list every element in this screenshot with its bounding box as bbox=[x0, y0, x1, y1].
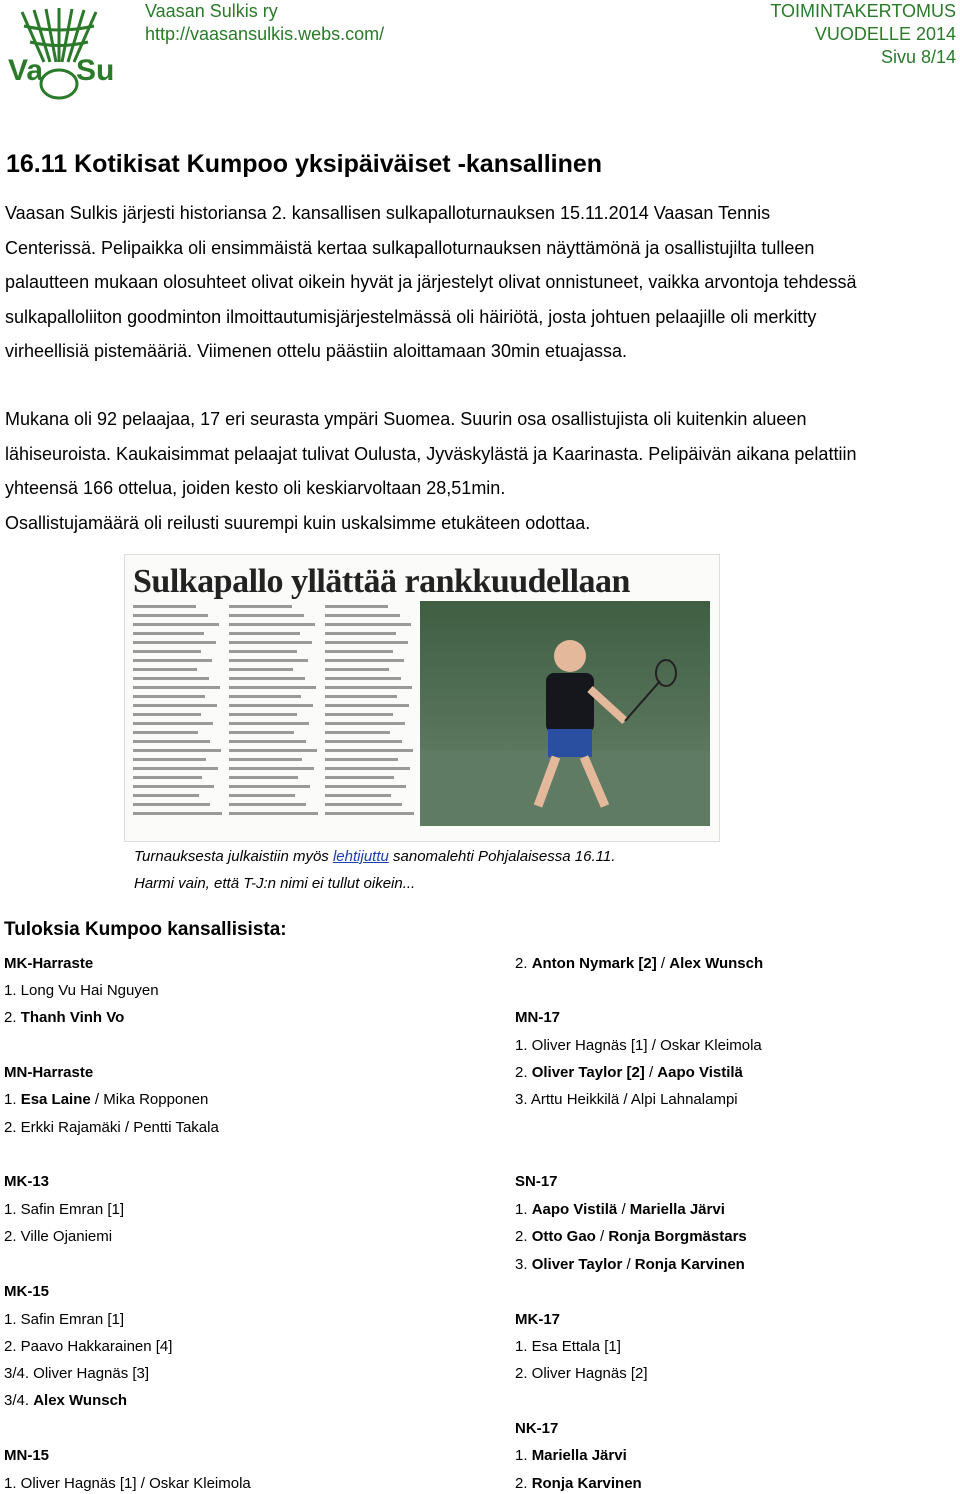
newspaper-text-line bbox=[133, 812, 222, 815]
caption-text: sanomalehti Pohjalaisessa 16.11. bbox=[388, 848, 616, 865]
newspaper-column bbox=[325, 605, 415, 825]
newspaper-text-line bbox=[325, 704, 409, 707]
newspaper-text-line bbox=[229, 740, 306, 743]
player-name: MN-15 bbox=[4, 1447, 50, 1464]
newspaper-text-line bbox=[133, 632, 204, 635]
newspaper-text-line bbox=[133, 623, 219, 626]
newspaper-text-line bbox=[325, 767, 410, 770]
newspaper-text-line bbox=[325, 641, 408, 644]
player-name: Ronja Karvinen bbox=[634, 1256, 745, 1273]
newspaper-clipping bbox=[124, 554, 720, 842]
header-url[interactable]: http://vaasansulkis.webs.com/ bbox=[145, 24, 385, 44]
result-line bbox=[4, 1090, 208, 1110]
newspaper-text-line bbox=[229, 794, 295, 797]
newspaper-text-line bbox=[325, 659, 404, 662]
newspaper-text-line bbox=[229, 776, 298, 779]
player-name: MK-17 bbox=[515, 1311, 561, 1328]
result-line bbox=[515, 1364, 648, 1384]
result-line bbox=[4, 1172, 49, 1192]
newspaper-text-line bbox=[229, 641, 312, 644]
newspaper-text-line bbox=[325, 614, 400, 617]
article-paragraph-2 bbox=[5, 402, 955, 540]
newspaper-text-line bbox=[229, 704, 313, 707]
player-name: Anton Nymark [2] bbox=[531, 955, 657, 972]
newspaper-text-line bbox=[133, 686, 220, 689]
newspaper-text-line bbox=[325, 695, 397, 698]
newspaper-text-line bbox=[229, 758, 302, 761]
newspaper-text-line bbox=[229, 731, 294, 734]
result-text: / bbox=[656, 955, 670, 972]
paragraph-line: Centerissä. Pelipaikka oli ensimmäistä kertaa sulkapalloturnauksen näyttämönä ja osallistujilta tulleen bbox=[5, 237, 815, 258]
header-page-number: Sivu 8/14 bbox=[880, 47, 956, 67]
newspaper-text-line bbox=[133, 704, 217, 707]
result-text: 1. bbox=[515, 1201, 532, 1218]
caption-text: Turnauksesta julkaistiin myös bbox=[134, 848, 333, 865]
result-line bbox=[515, 1446, 627, 1466]
result-line bbox=[4, 981, 159, 1001]
newspaper-text-line bbox=[133, 794, 199, 797]
result-line bbox=[515, 1310, 560, 1330]
newspaper-text-line bbox=[133, 713, 201, 716]
result-line bbox=[515, 1337, 621, 1357]
article-paragraph-1 bbox=[5, 196, 955, 369]
result-line bbox=[515, 1419, 558, 1439]
result-line bbox=[515, 1063, 743, 1083]
newspaper-text-line bbox=[133, 605, 196, 608]
result-line bbox=[515, 1474, 642, 1494]
result-line bbox=[515, 1200, 725, 1220]
result-text: 1. Safin Emran [1] bbox=[4, 1201, 125, 1218]
newspaper-text-line bbox=[325, 686, 412, 689]
newspaper-text-line bbox=[133, 650, 201, 653]
paragraph-line: Vaasan Sulkis järjesti historiansa 2. kansallisen sulkapalloturnauksen 15.11.2014 Vaasan Tennis bbox=[5, 203, 771, 223]
result-text: / bbox=[644, 1064, 658, 1081]
newspaper-text-line bbox=[229, 668, 293, 671]
result-text: 2. bbox=[515, 955, 532, 972]
result-text: 2. Ville Ojaniemi bbox=[4, 1228, 113, 1245]
result-text: 1. bbox=[4, 1091, 21, 1108]
header-report-line1: TOIMINTAKERTOMUS bbox=[770, 1, 956, 21]
newspaper-text-line bbox=[325, 785, 406, 788]
player-name: Ronja Borgmästars bbox=[608, 1228, 747, 1245]
newspaper-text-line bbox=[229, 623, 315, 626]
caption-line-1 bbox=[134, 847, 615, 867]
result-text: 3. Arttu Heikkilä / Alpi Lahnalampi bbox=[515, 1091, 738, 1108]
result-line bbox=[4, 1474, 251, 1494]
result-text: 1. bbox=[515, 1447, 532, 1464]
result-text: 2. bbox=[515, 1064, 532, 1081]
result-line bbox=[4, 1118, 219, 1138]
paragraph-line: sulkapalloliiton goodminton ilmoittautumisjärjestelmässä oli häiriötä, josta johtuen pelaajille oli merkitty bbox=[5, 306, 817, 327]
result-line bbox=[515, 954, 763, 974]
result-line bbox=[4, 1446, 49, 1466]
newspaper-text-line bbox=[133, 668, 197, 671]
newspaper-text-line bbox=[133, 776, 202, 779]
result-line bbox=[4, 1227, 112, 1247]
newspaper-column bbox=[229, 605, 319, 825]
paragraph-line: Osallistujamäärä oli reilusti suurempi kuin uskalsimme etukäteen odottaa. bbox=[5, 512, 591, 533]
newspaper-text-line bbox=[133, 695, 205, 698]
result-line bbox=[515, 1090, 738, 1110]
result-text: 3. bbox=[515, 1256, 532, 1273]
newspaper-text-line bbox=[325, 731, 390, 734]
newspaper-text-line bbox=[325, 776, 394, 779]
player-name: MK-Harraste bbox=[4, 955, 94, 972]
result-line bbox=[4, 1063, 93, 1083]
result-line bbox=[4, 1008, 124, 1028]
newspaper-text-line bbox=[325, 740, 402, 743]
page-title: 16.11 Kotikisat Kumpoo yksipäiväiset -kansallinen bbox=[6, 150, 603, 178]
player-name: Mariella Järvi bbox=[531, 1447, 627, 1464]
newspaper-text-line bbox=[229, 686, 316, 689]
result-text: / Mika Ropponen bbox=[90, 1091, 209, 1108]
newspaper-text-line bbox=[325, 623, 411, 626]
player-name: Thanh Vinh Vo bbox=[20, 1009, 125, 1026]
caption-line-2: Harmi vain, että T-J:n nimi ei tullut oikein... bbox=[134, 875, 416, 892]
newspaper-text-line bbox=[325, 713, 393, 716]
result-text: 1. Oliver Hagnäs [1] / Oskar Kleimola bbox=[4, 1475, 251, 1492]
result-text: 2. bbox=[4, 1009, 21, 1026]
player-name: Aapo Vistilä bbox=[531, 1201, 618, 1218]
newspaper-text-line bbox=[325, 668, 389, 671]
result-text: / bbox=[595, 1228, 609, 1245]
newspaper-text-line bbox=[133, 767, 218, 770]
result-text: 2. Paavo Hakkarainen [4] bbox=[4, 1338, 173, 1355]
club-logo bbox=[4, 4, 114, 100]
player-illustration bbox=[420, 601, 710, 826]
newspaper-text-line bbox=[133, 731, 198, 734]
result-line bbox=[4, 1391, 127, 1411]
newspaper-text-line bbox=[133, 722, 213, 725]
result-text: 2. bbox=[515, 1475, 532, 1492]
newspaper-text-line bbox=[325, 722, 405, 725]
results-heading: Tuloksia Kumpoo kansallisista: bbox=[4, 919, 287, 940]
result-text: 3/4. bbox=[4, 1392, 34, 1409]
newspaper-text-line bbox=[325, 758, 398, 761]
newspaper-text-line bbox=[229, 659, 308, 662]
result-line bbox=[4, 1364, 149, 1384]
result-line bbox=[515, 1008, 560, 1028]
player-name: Ronja Karvinen bbox=[531, 1475, 642, 1492]
player-name: Otto Gao bbox=[531, 1228, 596, 1245]
result-line bbox=[4, 1200, 124, 1220]
player-name: Esa Laine bbox=[20, 1091, 91, 1108]
newspaper-photo bbox=[420, 601, 710, 826]
header-report-line2: VUODELLE 2014 bbox=[814, 24, 956, 44]
header-org: Vaasan Sulkis ry bbox=[145, 1, 278, 21]
newspaper-text-line bbox=[133, 677, 209, 680]
newspaper-text-line bbox=[325, 650, 393, 653]
newspaper-text-line bbox=[229, 632, 300, 635]
player-name: MK-15 bbox=[4, 1283, 50, 1300]
newspaper-text-line bbox=[229, 749, 317, 752]
newspaper-text-line bbox=[325, 605, 388, 608]
player-name: Aapo Vistilä bbox=[657, 1064, 743, 1081]
result-line bbox=[4, 1337, 172, 1357]
result-text: / bbox=[622, 1256, 635, 1273]
newspaper-headline: Sulkapallo yllättää rankkuudellaan bbox=[133, 563, 630, 600]
result-line bbox=[4, 954, 93, 974]
result-line bbox=[4, 1310, 124, 1330]
result-text: 2. bbox=[515, 1228, 532, 1245]
newspaper-text-line bbox=[133, 641, 216, 644]
player-name: Oliver Taylor [2] bbox=[531, 1064, 645, 1081]
result-line bbox=[515, 1036, 762, 1056]
result-text: 3/4. Oliver Hagnäs [3] bbox=[4, 1365, 150, 1382]
paragraph-line: palautteen mukaan olosuhteet olivat oikein hyvät ja järjestelyt olivat onnistuneet, vaikka arvontoja tehdessä bbox=[5, 272, 857, 292]
newspaper-text-line bbox=[229, 722, 309, 725]
player-name: Alex Wunsch bbox=[33, 1392, 128, 1409]
newspaper-text-line bbox=[325, 749, 413, 752]
newspaper-text-line bbox=[325, 812, 414, 815]
newspaper-text-line bbox=[133, 749, 221, 752]
newspaper-column bbox=[133, 605, 223, 825]
newspaper-text-line bbox=[133, 785, 214, 788]
newspaper-text-line bbox=[133, 614, 208, 617]
newspaper-text-line bbox=[133, 758, 206, 761]
newspaper-text-line bbox=[229, 803, 306, 806]
newspaper-text-line bbox=[229, 650, 297, 653]
newspaper-text-line bbox=[229, 713, 297, 716]
newspaper-text-line bbox=[229, 812, 318, 815]
logo-text-va: Va bbox=[8, 54, 44, 87]
newspaper-text-line bbox=[229, 767, 314, 770]
newspaper-text-line bbox=[325, 632, 396, 635]
newspaper-article-link[interactable]: lehtijuttu bbox=[332, 848, 389, 865]
paragraph-line: lähiseuroista. Kaukaisimmat pelaajat tulivat Oulusta, Jyväskylästä ja Kaarinasta. Pelipäivän aikana pelattiin bbox=[5, 443, 857, 464]
player-name: Oliver Taylor bbox=[531, 1256, 623, 1273]
newspaper-text-line bbox=[229, 605, 292, 608]
paragraph-line: Mukana oli 92 pelaajaa, 17 eri seurasta ympäri Suomea. Suurin osa osallistujista oli kuitenkin alueen bbox=[5, 409, 807, 429]
newspaper-text-line bbox=[325, 803, 402, 806]
result-text: 2. Erkki Rajamäki / Pentti Takala bbox=[4, 1119, 219, 1136]
result-text: 2. Oliver Hagnäs [2] bbox=[515, 1365, 648, 1382]
newspaper-text-line bbox=[133, 659, 212, 662]
player-name: MK-13 bbox=[4, 1173, 50, 1190]
player-name: Mariella Järvi bbox=[629, 1201, 725, 1218]
result-text: 1. Safin Emran [1] bbox=[4, 1311, 125, 1328]
result-text: 1. Oliver Hagnäs [1] / Oskar Kleimola bbox=[515, 1037, 762, 1054]
result-line bbox=[515, 1172, 558, 1192]
logo-text-su: Su bbox=[76, 54, 115, 87]
player-name: Alex Wunsch bbox=[669, 955, 764, 972]
newspaper-text-line bbox=[229, 677, 305, 680]
newspaper-text-line bbox=[229, 695, 301, 698]
result-text: 1. Long Vu Hai Nguyen bbox=[4, 982, 159, 999]
result-line bbox=[4, 1282, 49, 1302]
player-name: NK-17 bbox=[515, 1420, 559, 1437]
newspaper-text-line bbox=[133, 740, 210, 743]
result-text: 1. Esa Ettala [1] bbox=[515, 1338, 621, 1355]
paragraph-line: yhteensä 166 ottelua, joiden kesto oli keskiarvoltaan 28,51min. bbox=[5, 478, 506, 498]
player-name: MN-17 bbox=[515, 1009, 561, 1026]
newspaper-text-line bbox=[229, 785, 310, 788]
newspaper-text-line bbox=[325, 677, 401, 680]
newspaper-text-line bbox=[133, 803, 210, 806]
result-line bbox=[515, 1227, 747, 1247]
result-line bbox=[515, 1255, 745, 1275]
result-text: / bbox=[617, 1201, 630, 1218]
newspaper-text-line bbox=[325, 794, 391, 797]
player-name: MN-Harraste bbox=[4, 1064, 94, 1081]
paragraph-line: virheellisiä pistemääriä. Viimenen ottelu päästiin aloittamaan 30min etuajassa. bbox=[5, 341, 628, 361]
player-name: SN-17 bbox=[515, 1173, 558, 1190]
newspaper-text-line bbox=[229, 614, 304, 617]
